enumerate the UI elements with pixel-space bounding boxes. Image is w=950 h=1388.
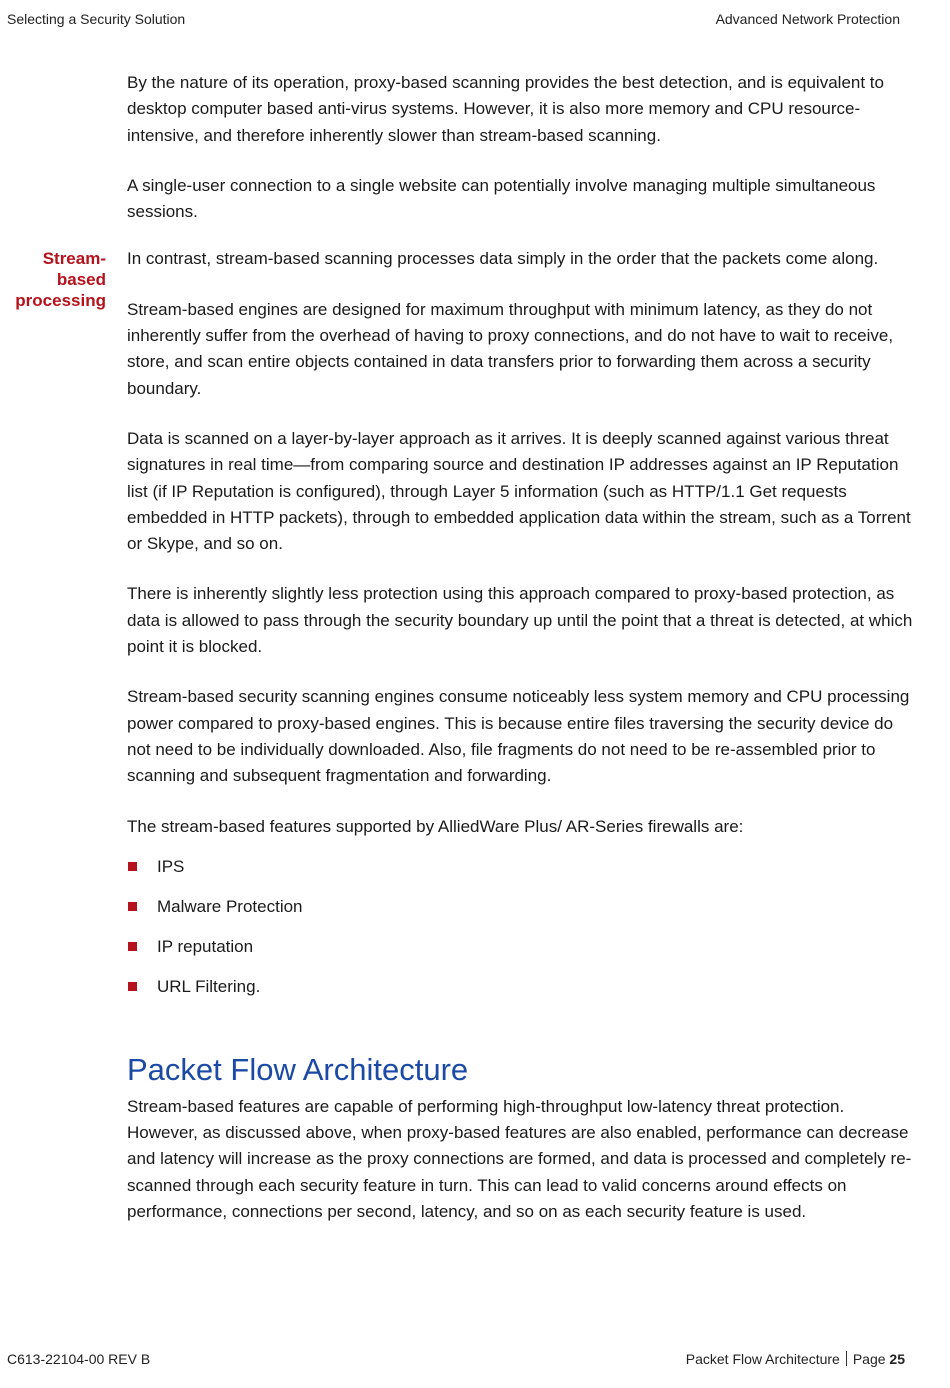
footer-page-info — [686, 1351, 905, 1367]
list-item — [127, 974, 917, 1000]
footer-divider — [846, 1351, 847, 1366]
list-item — [127, 894, 917, 920]
sidebar-heading-line: based — [56, 270, 106, 289]
paragraph-proxy-detection: By the nature of its operation, proxy-based scanning provides the best detection, and is equivalent to desktop computer based anti-virus systems. However, it is also more memory and CPU resource-intensive, and therefore inherently slower than stream-based scanning. — [127, 73, 884, 145]
sidebar-heading-stream-based-processing — [0, 248, 106, 311]
sidebar-heading-line: Stream- — [42, 249, 106, 268]
footer-doc-id: C613-22104-00 REV B — [7, 1351, 151, 1367]
sidebar-heading-line: processing — [15, 291, 106, 310]
section-title: Packet Flow Architecture — [127, 1051, 469, 1087]
square-bullet-icon — [128, 942, 137, 951]
feature-list — [127, 854, 917, 1000]
list-item-text: Malware Protection — [157, 896, 303, 916]
paragraph-single-user-connection: A single-user connection to a single website can potentially involve managing multiple simultaneous sessions. — [127, 175, 876, 222]
list-item — [127, 934, 917, 960]
section-body-paragraph: Stream-based features are capable of performing high-throughput low-latency threat protection. However, as discussed above, when proxy-based features are also enabled, performance can decrease and latency will increase as the proxy connections are formed, and data is processed and completely re-scanned through each security feature in turn. This can lead to valid concerns around effects on performance, connections per second, latency, and so on as each security feature is used. — [127, 1096, 912, 1222]
paragraph-layer-scanning: Data is scanned on a layer-by-layer approach as it arrives. It is deeply scanned against various threat signatures in real time—from comparing source and destination IP addresses against an IP Reputation list (if IP Reputation is configured), through Layer 5 information (such as HTTP/1.1 Get requests embedded in HTTP packets), through to embedded application data within the stream, such as a Torrent or Skype, and so on. — [127, 428, 911, 554]
list-item — [127, 854, 917, 880]
footer-page-label: Page — [852, 1351, 886, 1367]
running-header-right: Advanced Network Protection — [715, 11, 900, 27]
footer-page-number: 25 — [889, 1351, 905, 1367]
list-item-text: URL Filtering. — [157, 976, 261, 996]
paragraph-resource-usage: Stream-based security scanning engines consume noticeably less system memory and CPU processing power compared to proxy-based engines. This is because entire files traversing the security device do not need to be individually downloaded. Also, file fragments do not need to be re-assembled prior to scanning and subsequent fragmentation and forwarding. — [127, 687, 910, 786]
square-bullet-icon — [128, 862, 137, 871]
list-item-text: IP reputation — [157, 936, 254, 956]
paragraph-less-protection: There is inherently slightly less protection using this approach compared to proxy-based protection, as data is allowed to pass through the security boundary up until the point that a threat is detected, at which point it is blocked. — [127, 584, 913, 657]
running-header-left: Selecting a Security Solution — [7, 11, 186, 27]
square-bullet-icon — [128, 902, 137, 911]
list-item-text: IPS — [157, 856, 185, 876]
square-bullet-icon — [128, 982, 137, 991]
paragraph-features-intro: The stream-based features supported by AlliedWare Plus/ AR-Series firewalls are: — [127, 816, 744, 836]
main-content — [127, 70, 917, 1249]
footer-section-name: Packet Flow Architecture — [685, 1351, 840, 1367]
paragraph-stream-contrast: In contrast, stream-based scanning processes data simply in the order that the packets come along. — [127, 249, 879, 269]
paragraph-stream-engines: Stream-based engines are designed for maximum throughput with minimum latency, as they do not inherently suffer from the overhead of having to proxy connections, and do not have to wait to receive, store, and scan entire objects contained in data transfers prior to forwarding them across a security boundary. — [127, 299, 894, 398]
